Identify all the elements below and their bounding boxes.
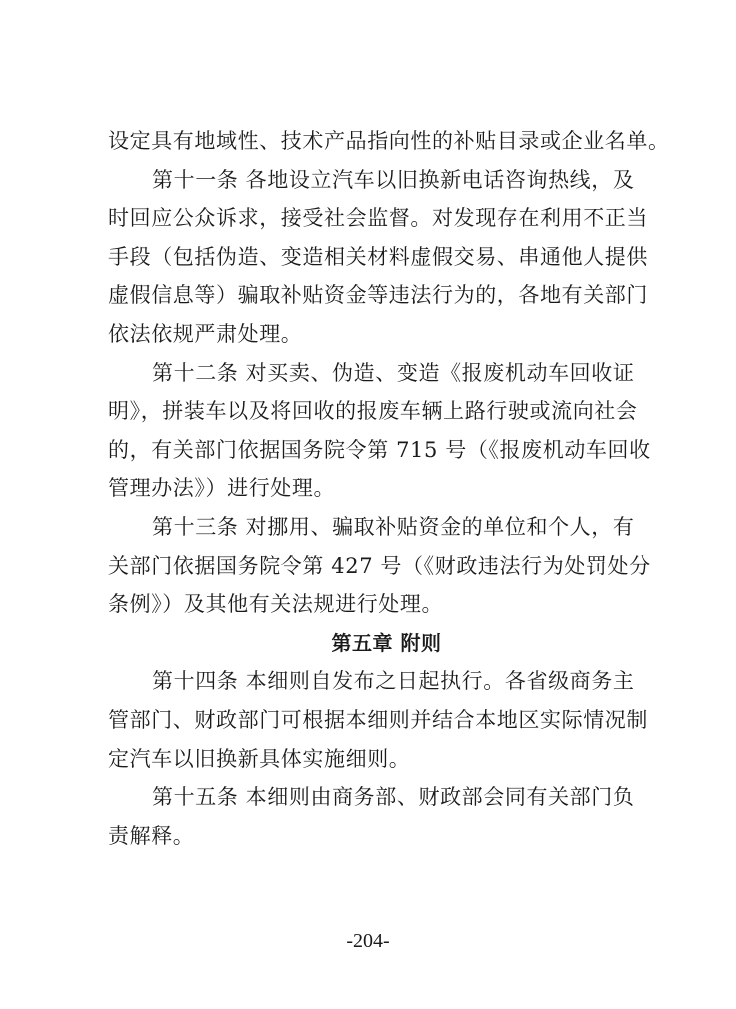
page-number: -204-: [346, 930, 390, 952]
text-line: 依法依规严肃处理。: [108, 321, 303, 346]
chapter-title: 第五章 附则: [331, 630, 442, 655]
text-line: 时回应公众诉求，接受社会监督。对发现存在利用不正当: [108, 206, 648, 231]
text-line: 定汽车以旧换新具体实施细则。: [108, 746, 411, 771]
article-15-heading-line: 第十五条 本细则由商务部、财政部会同有关部门负: [152, 785, 635, 810]
text-line: 关部门依据国务院令第 427 号（《财政违法行为处罚处分: [108, 553, 651, 578]
article-11-heading-line: 第十一条 各地设立汽车以旧换新电话咨询热线，及: [152, 167, 635, 192]
text-line: 管部门、财政部门可根据本细则并结合本地区实际情况制: [108, 707, 648, 732]
text-line: 虚假信息等）骗取补贴资金等违法行为的，各地有关部门: [108, 283, 648, 308]
article-12-heading-line: 第十二条 对买卖、伪造、变造《报废机动车回收证: [152, 360, 635, 385]
text-line: 条例》）及其他有关法规进行处理。: [108, 592, 444, 617]
text-line: 明》，拼装车以及将回收的报废车辆上路行驶或流向社会: [108, 399, 638, 424]
text-line: 管理办法》）进行处理。: [108, 476, 336, 501]
document-body: [108, 122, 670, 855]
text-line: 手段（包括伪造、变造相关材料虚假交易、串通他人提供: [108, 244, 648, 269]
text-line: 设定具有地域性、技术产品指向性的补贴目录或企业名单。: [108, 129, 670, 153]
article-13-heading-line: 第十三条 对挪用、骗取补贴资金的单位和个人，有: [152, 514, 635, 539]
text-line: 责解释。: [108, 823, 195, 848]
article-14-heading-line: 第十四条 本细则自发布之日起执行。各省级商务主: [152, 669, 635, 694]
text-line: 的，有关部门依据国务院令第 715 号（《报废机动车回收: [108, 437, 651, 462]
